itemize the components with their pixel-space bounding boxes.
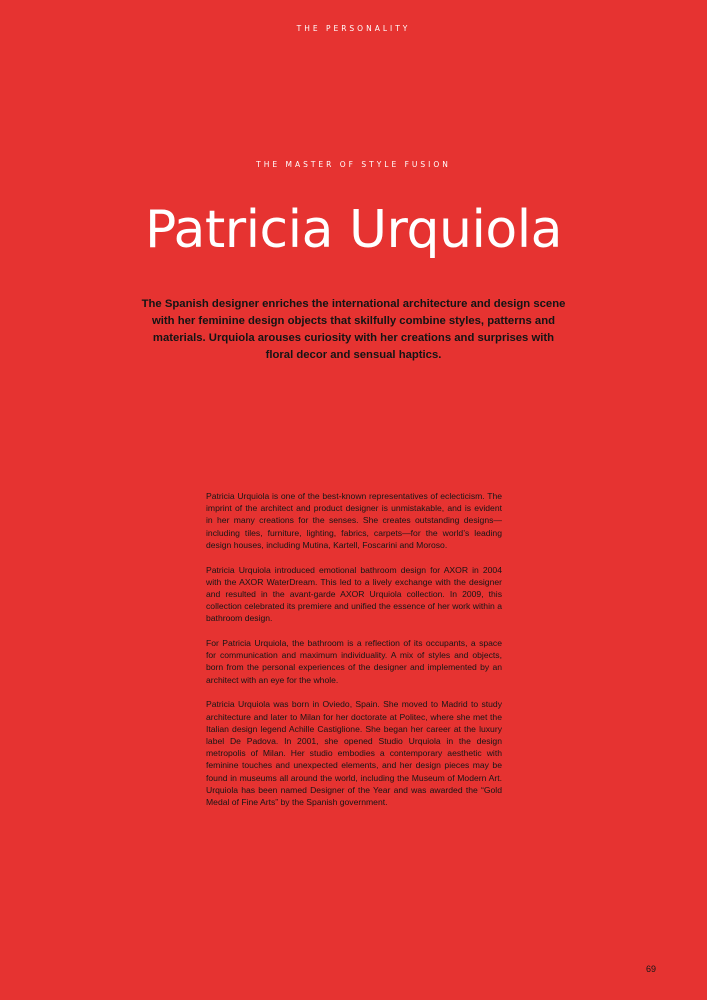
body-paragraph-1: Patricia Urquiola is one of the best-known representatives of eclecticism. The imprint of the architect and product designer is unmistakable, and is evident in her many creations for the senses. She creates outstanding designs—including tiles, furniture, lighting, fabrics, carpets—for the world’s leading design houses, including Mutina, Kartell, Foscarini and Moroso. <box>206 491 502 550</box>
body-paragraph-4: Patricia Urquiola was born in Oviedo, Spain. She moved to Madrid to study architecture and later to Milan for her doctorate at Politec, where she met the Italian design legend Achille Castiglione. She began her career at the luxury label De Padova. In 2001, she opened Studio Urquiola in the design metropolis of Milan. Her studio embodies a contemporary aesthetic with feminine touches and unexpected elements, and her design pieces may be found in museums all around the world, including the Museum of Modern Art. Urquiola has been named Designer of the Year and was awarded the “Gold Medal of Fine Arts” by the Spanish government. <box>206 699 502 807</box>
article-title: Patricia Urquiola <box>144 200 563 260</box>
article-body <box>206 490 502 821</box>
page-number: 69 <box>645 964 656 974</box>
article-kicker: THE MASTER OF STYLE FUSION <box>256 160 451 169</box>
article-lead: The Spanish designer enriches the international architecture and design scene with her feminine design objects that skilfully combine styles, patterns and materials. Urquiola arouses curiosity with her creations and surprises with floral decor and sensual haptics. <box>141 298 566 361</box>
body-paragraph-3: For Patricia Urquiola, the bathroom is a reflection of its occupants, a space for communication and maximum individuality. A mix of styles and objects, born from the personal experiences of the designer and implemented by an architect with an eye for the whole. <box>206 638 502 685</box>
body-paragraph-2: Patricia Urquiola introduced emotional bathroom design for AXOR in 2004 with the AXOR WaterDream. This led to a lively exchange with the designer and resulted in the avant-garde AXOR Urquiola collection. In 2009, this collection celebrated its premiere and unified the essence of her work within a bathroom design. <box>206 564 502 624</box>
section-label: THE PERSONALITY <box>296 24 411 33</box>
